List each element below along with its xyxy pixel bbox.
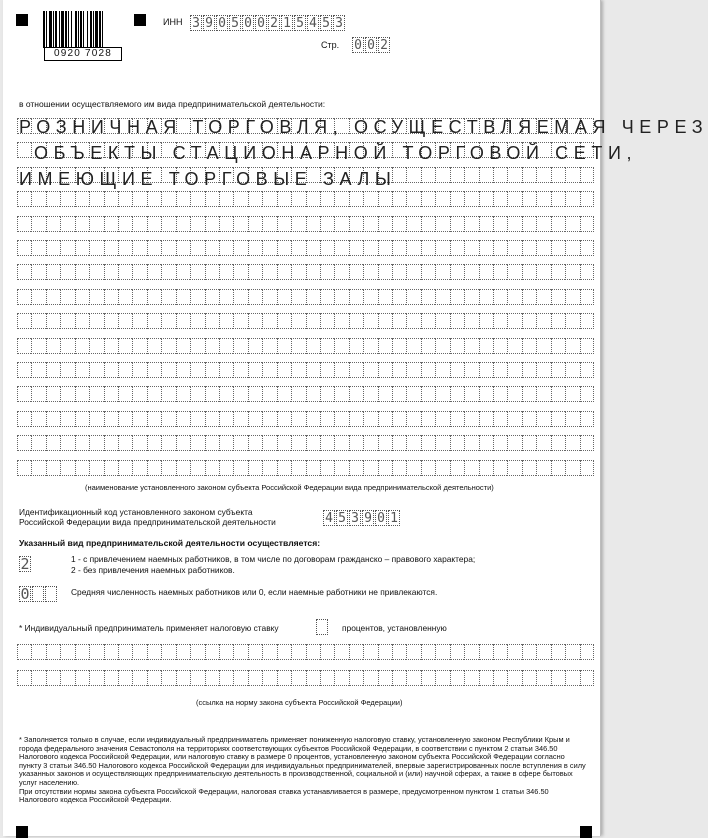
grid-row — [17, 362, 594, 377]
inn-digit-cell: 5 — [320, 15, 332, 31]
grid-row — [17, 216, 594, 231]
page-digit-cell: 2 — [378, 37, 390, 53]
workers-option-2: 2 - без привлечения наемных работников. — [71, 565, 235, 575]
activity-line-3: ИМЕЮЩИЕ ТОРГОВЫЕ ЗАЛЫ — [19, 169, 397, 189]
page-digit-cell: 0 — [365, 37, 377, 53]
grid-row — [17, 386, 594, 401]
inn-digit-cell: 3 — [190, 15, 202, 31]
workers-heading: Указанный вид предпринимательской деятельности осуществляется: — [19, 538, 321, 548]
activity-code-field[interactable] — [323, 510, 401, 526]
page-digit-cell: 0 — [352, 37, 364, 53]
inn-digit-cell: 3 — [333, 15, 345, 31]
inn-digit-cell: 0 — [216, 15, 228, 31]
inn-digit-cell: 1 — [281, 15, 293, 31]
code-label-line-2: Российской Федерации вида предпринимательской деятельности — [19, 517, 276, 527]
grid-row — [17, 435, 594, 450]
inn-field[interactable] — [190, 15, 346, 31]
footnote-paragraph-2: При отсутствии нормы закона субъекта Российской Федерации, налоговая ставка устанавливается в размере, предусмотренном пунктом 1 статьи 346.50 Налогового кодекса Российской Федерации. — [19, 786, 549, 805]
code-digit-cell: 9 — [362, 510, 374, 526]
code-digit-cell: 1 — [388, 510, 400, 526]
corner-marker-top-right — [134, 14, 146, 26]
inn-digit-cell: 5 — [294, 15, 306, 31]
grid-row — [17, 670, 594, 685]
grid-row — [17, 289, 594, 304]
footnote — [19, 736, 589, 805]
footnote-paragraph-1: * Заполняется только в случае, если индивидуальный предприниматель применяет пониженную налоговую ставку, установленную законом Республики Крым и города федерального значения Севастополя на территориях соответствующих субъектов Российской Федерации, в соответствии с пунктом 2 статьи 346.50 Налогового кодекса Российской Федерации, или налоговую ставку в размере 0 процентов, установленную законом субъекта Российской Федерации согласно пункту 3 статьи 346.50 Налогового кодекса Российской Федерации для индивидуальных предпринимателей, впервые зарегистрированных после вступления в силу указанных законов и осуществляющих предпринимательскую деятельность в производственной, социальной и (или) научной сферах, а также в сфере бытовых услуг населению. — [19, 735, 586, 787]
page-number-field[interactable] — [352, 37, 391, 53]
rate-field[interactable] — [316, 619, 329, 635]
activity-line-2: ОБЪЕКТЫ СТАЦИОНАРНОЙ ТОРГОВОЙ СЕТИ, — [34, 143, 638, 163]
inn-digit-cell: 2 — [268, 15, 280, 31]
barcode-graphic — [43, 11, 121, 48]
inn-label: ИНН — [163, 17, 183, 27]
code-label-line-1: Идентификационный код установленного законом субъекта — [19, 507, 253, 517]
rate-cell — [316, 619, 328, 635]
activity-caption: (наименование установленного законом субъекта Российской Федерации вида предпринимательской деятельности) — [85, 483, 494, 492]
inn-digit-cell: 0 — [242, 15, 254, 31]
code-digit-cell: 0 — [375, 510, 387, 526]
rate-label: * Индивидуальный предприниматель применяет налоговую ставку — [19, 623, 279, 633]
corner-marker-bottom-left — [16, 826, 28, 838]
code-digit-cell: 3 — [349, 510, 361, 526]
avg-workers-label: Средняя численность наемных работников или 0, если наемные работники не привлекаются. — [71, 587, 438, 597]
rate-suffix: процентов, установленную — [342, 623, 447, 633]
code-digit-cell: 5 — [336, 510, 348, 526]
corner-marker-top-left — [16, 14, 28, 26]
inn-digit-cell: 9 — [203, 15, 215, 31]
form-page — [3, 0, 708, 836]
grid-row — [17, 338, 594, 353]
activity-line-1: РОЗНИЧНАЯ ТОРГОВЛЯ, ОСУЩЕСТВЛЯЕМАЯ ЧЕРЕЗ — [19, 117, 708, 137]
grid-row — [17, 644, 594, 659]
rate-caption: (ссылка на норму закона субъекта Российской Федерации) — [196, 698, 403, 707]
workers-cell: 2 — [20, 555, 30, 573]
grid-row — [17, 191, 594, 206]
avg-workers-cell-1: 0 — [20, 585, 30, 603]
grid-row — [17, 460, 594, 475]
avg-workers-field[interactable] — [19, 586, 58, 602]
grid-row — [17, 264, 594, 279]
activity-intro: в отношении осуществляемого им вида предпринимательской деятельности: — [19, 99, 326, 109]
inn-digit-cell: 4 — [307, 15, 319, 31]
workers-field[interactable] — [19, 556, 32, 572]
page-label: Стр. — [321, 40, 340, 50]
workers-option-1: 1 - с привлечением наемных работников, в том числе по договорам гражданско – правового характера; — [71, 554, 476, 564]
grid-row — [17, 240, 594, 255]
inn-digit-cell: 0 — [255, 15, 267, 31]
barcode-number: 0920 7028 — [44, 47, 122, 61]
grid-row — [17, 411, 594, 426]
corner-marker-bottom-right — [580, 826, 592, 838]
avg-workers-cell-2 — [32, 586, 44, 602]
code-digit-cell: 4 — [323, 510, 335, 526]
avg-workers-cell-3 — [45, 586, 57, 602]
grid-row — [17, 313, 594, 328]
inn-digit-cell: 5 — [229, 15, 241, 31]
